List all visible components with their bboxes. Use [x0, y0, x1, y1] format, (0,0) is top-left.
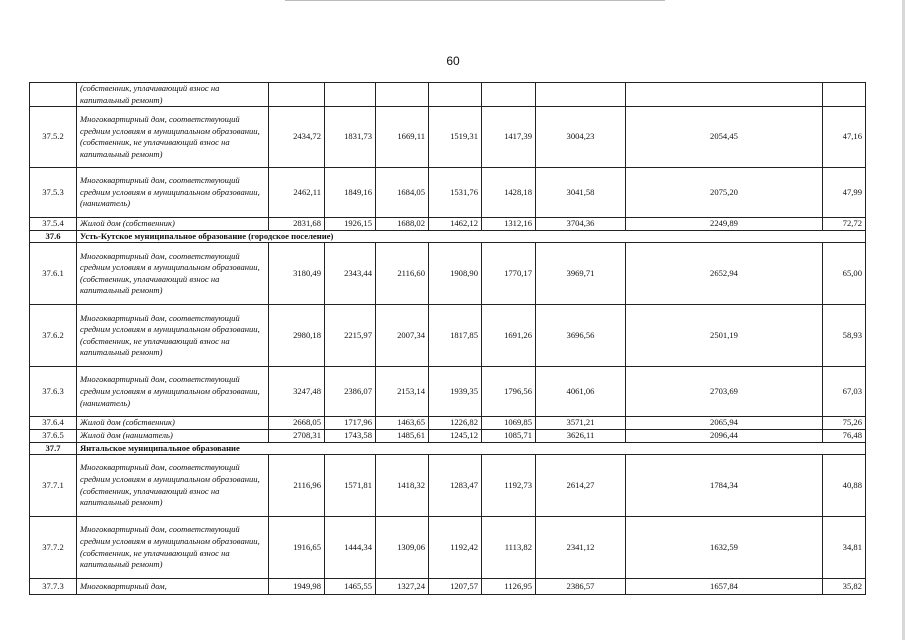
- value-cell: 72,72: [823, 218, 866, 231]
- value-cell: 3696,56: [536, 305, 626, 367]
- value-cell: 1309,06: [376, 517, 429, 579]
- value-cell: 2343,44: [325, 243, 376, 305]
- page-number: 60: [446, 54, 460, 68]
- row-description: Многоквартирный дом, соответствующий средним условиям в муниципальном образовании, (собственник, не уплачивающий взнос на капитальный ремонт): [77, 517, 269, 579]
- value-cell: 1465,55: [325, 579, 376, 595]
- value-cell: 1831,73: [325, 107, 376, 168]
- value-cell: 2831,68: [269, 218, 325, 231]
- value-cell: 3004,23: [536, 107, 626, 168]
- section-row: [30, 230, 866, 243]
- value-cell: 3041,58: [536, 168, 626, 218]
- row-code: 37.6.2: [30, 305, 77, 367]
- value-cell: 2096,44: [626, 429, 823, 442]
- value-cell: 1192,73: [482, 455, 536, 517]
- value-cell: 1069,85: [482, 417, 536, 430]
- value-cell: 1312,16: [482, 218, 536, 231]
- value-cell: 34,81: [823, 517, 866, 579]
- value-cell: 1113,82: [482, 517, 536, 579]
- row-code: 37.6.1: [30, 243, 77, 305]
- value-cell: 35,82: [823, 579, 866, 595]
- value-cell: [269, 83, 325, 107]
- value-cell: 1916,65: [269, 517, 325, 579]
- value-cell: 76,48: [823, 429, 866, 442]
- row-code: 37.5.3: [30, 168, 77, 218]
- value-cell: 1463,65: [376, 417, 429, 430]
- row-description: Многоквартирный дом, соответствующий средним условиям в муниципальном образовании, (собственник, уплачивающий взнос на капитальный ремонт): [77, 455, 269, 517]
- top-rule: [285, 0, 665, 1]
- value-cell: 1418,32: [376, 455, 429, 517]
- value-cell: 2153,14: [376, 367, 429, 417]
- value-cell: [429, 83, 482, 107]
- value-cell: 1684,05: [376, 168, 429, 218]
- value-cell: 1417,39: [482, 107, 536, 168]
- row-description: Многоквартирный дом, соответствующий средним условиям в муниципальном образовании, (наниматель): [77, 168, 269, 218]
- row-description: Многоквартирный дом, соответствующий средним условиям в муниципальном образовании, (наниматель): [77, 367, 269, 417]
- section-code: 37.6: [30, 230, 77, 243]
- value-cell: [325, 83, 376, 107]
- value-cell: 65,00: [823, 243, 866, 305]
- value-cell: 1245,12: [429, 429, 482, 442]
- value-cell: 1784,34: [626, 455, 823, 517]
- value-cell: 1796,56: [482, 367, 536, 417]
- value-cell: 1717,96: [325, 417, 376, 430]
- row-description: Многоквартирный дом, соответствующий средним условиям в муниципальном образовании, (собственник, уплачивающий взнос на капитальный ремонт): [77, 243, 269, 305]
- value-cell: 3247,48: [269, 367, 325, 417]
- row-description: Жилой дом (собственник): [77, 417, 269, 430]
- value-cell: 2462,11: [269, 168, 325, 218]
- value-cell: 1691,26: [482, 305, 536, 367]
- value-cell: 2386,57: [536, 579, 626, 595]
- row-description: (собственник, уплачивающий взнос на капитальный ремонт): [77, 83, 269, 107]
- value-cell: 1770,17: [482, 243, 536, 305]
- row-code: 37.6.4: [30, 417, 77, 430]
- value-cell: [823, 83, 866, 107]
- value-cell: [626, 83, 823, 107]
- value-cell: 3571,21: [536, 417, 626, 430]
- table-row: [30, 517, 866, 579]
- value-cell: 1444,34: [325, 517, 376, 579]
- value-cell: 1669,11: [376, 107, 429, 168]
- row-code: 37.7.1: [30, 455, 77, 517]
- table-row: [30, 83, 866, 107]
- value-cell: 2007,34: [376, 305, 429, 367]
- row-code: 37.7.3: [30, 579, 77, 595]
- value-cell: 1226,82: [429, 417, 482, 430]
- value-cell: 2215,97: [325, 305, 376, 367]
- value-cell: [376, 83, 429, 107]
- value-cell: 1207,57: [429, 579, 482, 595]
- value-cell: 2668,05: [269, 417, 325, 430]
- value-cell: 58,93: [823, 305, 866, 367]
- row-code: 37.7.2: [30, 517, 77, 579]
- value-cell: 2065,94: [626, 417, 823, 430]
- value-cell: 1283,47: [429, 455, 482, 517]
- table-row: [30, 168, 866, 218]
- value-cell: 47,99: [823, 168, 866, 218]
- section-title: Янтальское муниципальное образование: [77, 442, 866, 455]
- value-cell: 47,16: [823, 107, 866, 168]
- value-cell: 75,26: [823, 417, 866, 430]
- value-cell: 1462,12: [429, 218, 482, 231]
- value-cell: 3626,11: [536, 429, 626, 442]
- row-code: 37.6.5: [30, 429, 77, 442]
- table-row: [30, 429, 866, 442]
- table-row: [30, 367, 866, 417]
- value-cell: 2501,19: [626, 305, 823, 367]
- value-cell: 1949,98: [269, 579, 325, 595]
- value-cell: 1817,85: [429, 305, 482, 367]
- table-row: [30, 218, 866, 231]
- row-code: 37.5.2: [30, 107, 77, 168]
- value-cell: 1908,90: [429, 243, 482, 305]
- value-cell: 1939,35: [429, 367, 482, 417]
- value-cell: 40,88: [823, 455, 866, 517]
- value-cell: 1531,76: [429, 168, 482, 218]
- row-description: Многоквартирный дом,: [77, 579, 269, 595]
- value-cell: 67,03: [823, 367, 866, 417]
- value-cell: 3180,49: [269, 243, 325, 305]
- value-cell: 2386,07: [325, 367, 376, 417]
- row-description: Многоквартирный дом, соответствующий средним условиям в муниципальном образовании, (собственник, не уплачивающий взнос на капитальный ремонт): [77, 305, 269, 367]
- value-cell: 1926,15: [325, 218, 376, 231]
- value-cell: 1485,61: [376, 429, 429, 442]
- value-cell: 2614,27: [536, 455, 626, 517]
- value-cell: 2054,45: [626, 107, 823, 168]
- value-cell: [482, 83, 536, 107]
- value-cell: 1657,84: [626, 579, 823, 595]
- value-cell: 1849,16: [325, 168, 376, 218]
- value-cell: 2341,12: [536, 517, 626, 579]
- value-cell: 1743,58: [325, 429, 376, 442]
- row-description: Жилой дом (собственник): [77, 218, 269, 231]
- value-cell: 1192,42: [429, 517, 482, 579]
- value-cell: 2075,20: [626, 168, 823, 218]
- value-cell: 1428,18: [482, 168, 536, 218]
- table-row: [30, 107, 866, 168]
- value-cell: 2249,89: [626, 218, 823, 231]
- section-code: 37.7: [30, 442, 77, 455]
- value-cell: 2708,31: [269, 429, 325, 442]
- row-description: Жилой дом (наниматель): [77, 429, 269, 442]
- row-code: [30, 83, 77, 107]
- value-cell: 1688,02: [376, 218, 429, 231]
- table-row: [30, 579, 866, 595]
- value-cell: 1632,59: [626, 517, 823, 579]
- value-cell: 4061,06: [536, 367, 626, 417]
- section-title: Усть-Кутское муниципальное образование (городское поселение): [77, 230, 866, 243]
- section-row: [30, 442, 866, 455]
- table-row: [30, 243, 866, 305]
- value-cell: 2116,60: [376, 243, 429, 305]
- value-cell: 3969,71: [536, 243, 626, 305]
- value-cell: 2980,18: [269, 305, 325, 367]
- value-cell: 2116,96: [269, 455, 325, 517]
- value-cell: 1571,81: [325, 455, 376, 517]
- value-cell: 3704,36: [536, 218, 626, 231]
- value-cell: 2703,69: [626, 367, 823, 417]
- row-code: 37.5.4: [30, 218, 77, 231]
- value-cell: 1085,71: [482, 429, 536, 442]
- table-row: [30, 305, 866, 367]
- value-cell: 2652,94: [626, 243, 823, 305]
- table-row: [30, 417, 866, 430]
- value-cell: [536, 83, 626, 107]
- row-description: Многоквартирный дом, соответствующий средним условиям в муниципальном образовании, (собственник, не уплачивающий взнос на капитальный ремонт): [77, 107, 269, 168]
- value-cell: 1519,31: [429, 107, 482, 168]
- row-code: 37.6.3: [30, 367, 77, 417]
- value-cell: 1126,95: [482, 579, 536, 595]
- tariff-table: [29, 82, 866, 595]
- table-row: [30, 455, 866, 517]
- value-cell: 1327,24: [376, 579, 429, 595]
- value-cell: 2434,72: [269, 107, 325, 168]
